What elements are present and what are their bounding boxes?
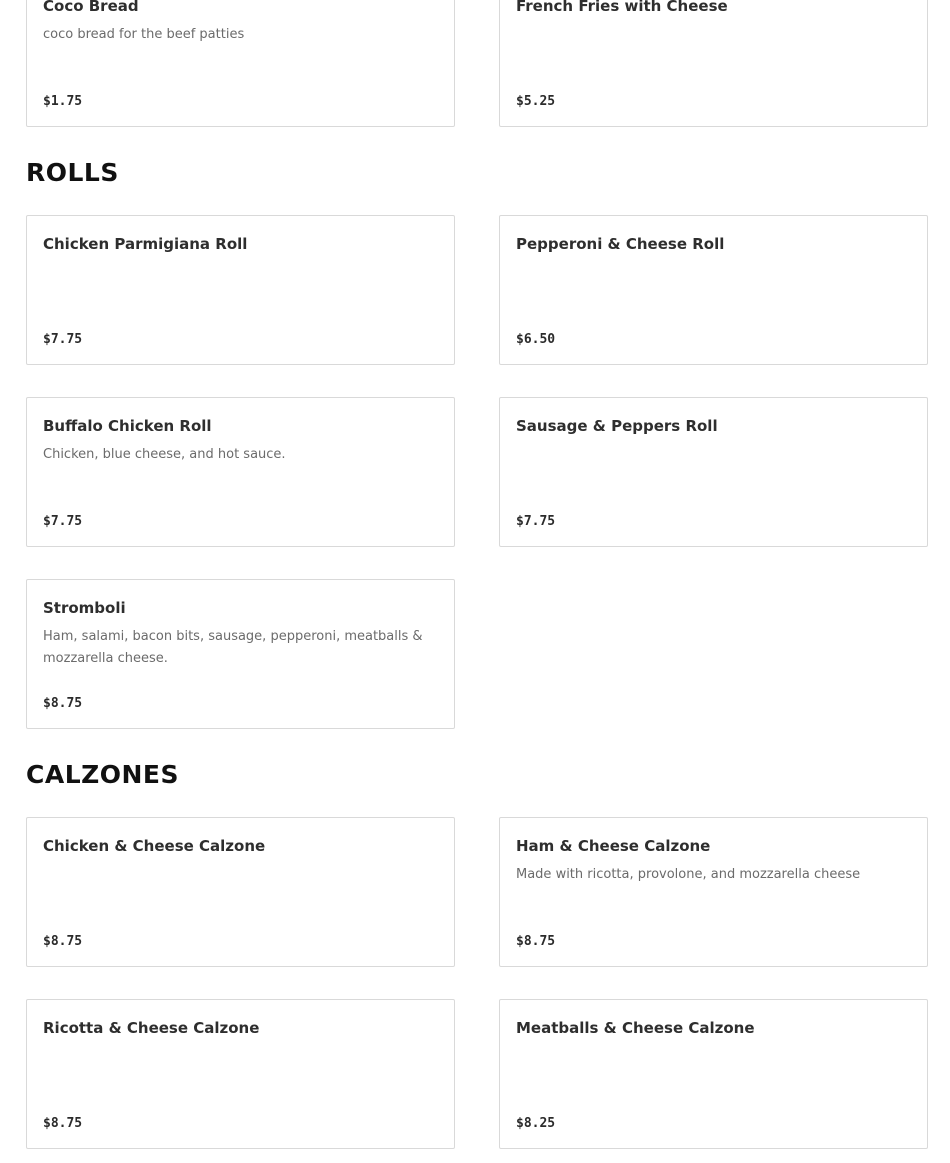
menu-item-card[interactable] [499, 999, 928, 1149]
menu-item-price: $7.75 [43, 332, 83, 347]
menu-item-card[interactable] [26, 817, 455, 967]
menu-item-card[interactable] [26, 0, 455, 127]
menu-item-name: Chicken Parmigiana Roll [43, 235, 248, 253]
menu-item-description: Ham, salami, bacon bits, sausage, pepperoni, meatballs & mozzarella cheese. [43, 629, 423, 666]
menu-item-name: Meatballs & Cheese Calzone [516, 1019, 755, 1037]
menu-item-name: Ricotta & Cheese Calzone [43, 1019, 260, 1037]
menu-item-price: $8.25 [516, 1116, 556, 1131]
menu-item-card[interactable] [26, 397, 455, 547]
menu-item-description: coco bread for the beef patties [43, 27, 245, 42]
menu-item-card[interactable] [499, 817, 928, 967]
menu-item-card[interactable] [26, 579, 455, 729]
menu-item-price: $7.75 [516, 514, 556, 529]
menu-item-description: Made with ricotta, provolone, and mozzarella cheese [516, 867, 861, 882]
menu-item-card[interactable] [499, 397, 928, 547]
menu-item-card[interactable] [26, 215, 455, 365]
section-title-calzones: CALZONES [26, 760, 180, 789]
menu-item-card[interactable] [26, 999, 455, 1149]
menu-item-price: $8.75 [43, 934, 83, 949]
menu-item-name: Ham & Cheese Calzone [516, 837, 711, 855]
menu-item-name: Buffalo Chicken Roll [43, 417, 212, 435]
menu-item-price: $8.75 [516, 934, 556, 949]
section-title-rolls: ROLLS [26, 158, 119, 187]
menu-item-name: Stromboli [43, 599, 126, 617]
menu-item-price: $6.50 [516, 332, 556, 347]
menu-item-price: $1.75 [43, 94, 83, 109]
menu-item-price: $8.75 [43, 696, 83, 711]
menu-item-name: Chicken & Cheese Calzone [43, 837, 266, 855]
menu-item-price: $7.75 [43, 514, 83, 529]
menu-item-description: Chicken, blue cheese, and hot sauce. [43, 447, 286, 462]
menu-item-price: $5.25 [516, 94, 556, 109]
menu-item-price: $8.75 [43, 1116, 83, 1131]
menu-item-name: Sausage & Peppers Roll [516, 417, 718, 435]
menu-item-card[interactable] [499, 215, 928, 365]
menu-item-card[interactable] [499, 0, 928, 127]
menu-item-name: Coco Bread [43, 0, 139, 15]
menu-item-name: French Fries with Cheese [516, 0, 728, 15]
menu-item-name: Pepperoni & Cheese Roll [516, 235, 725, 253]
